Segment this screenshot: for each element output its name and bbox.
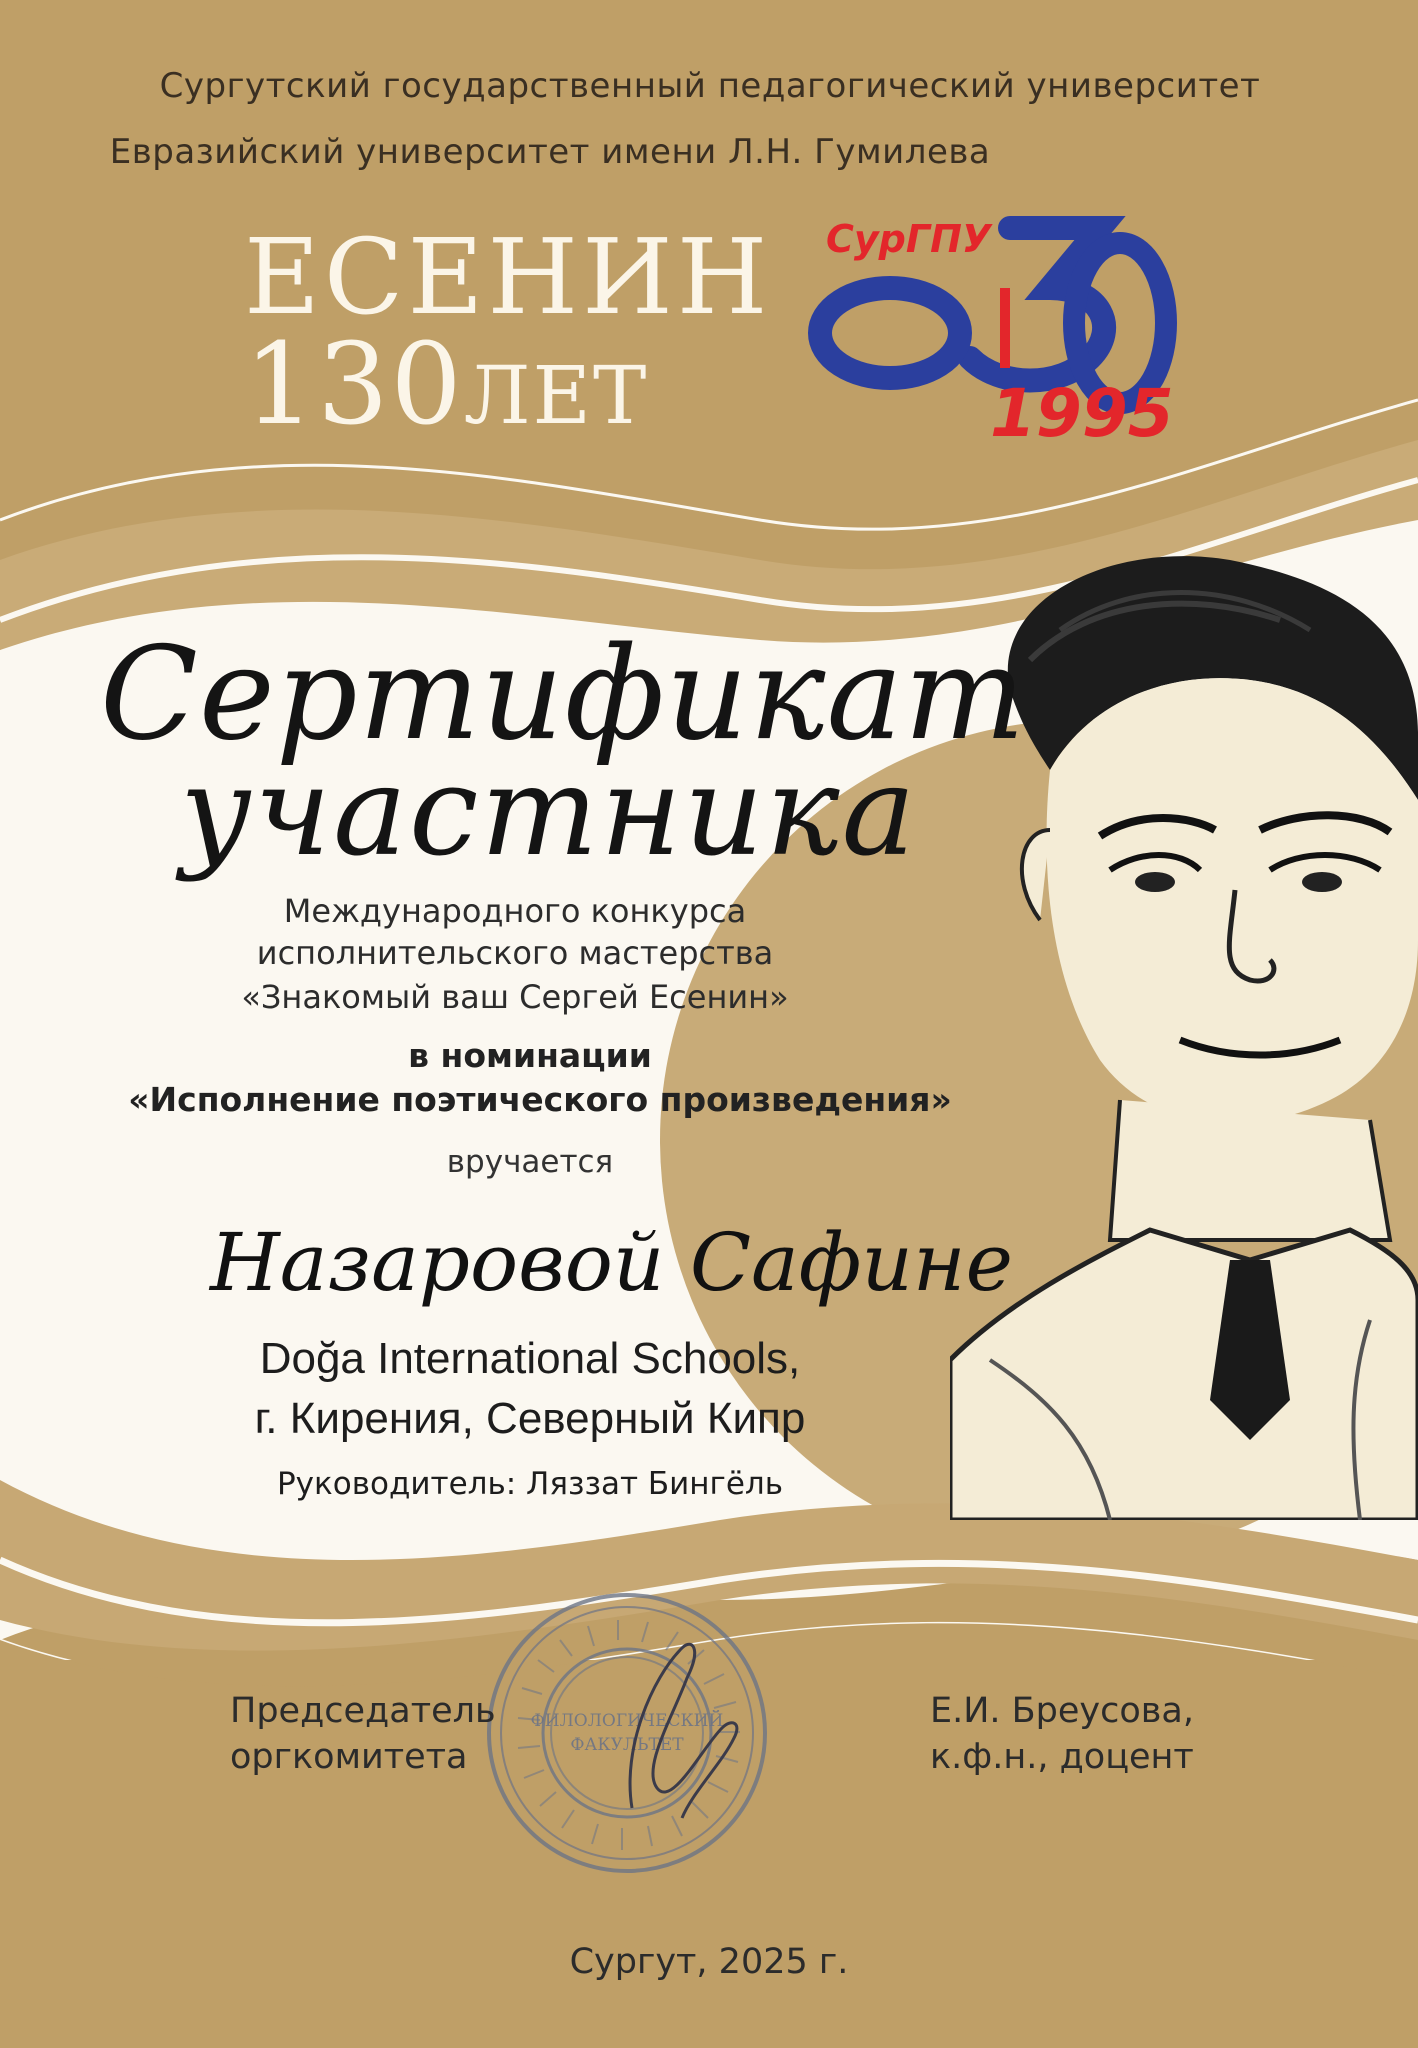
university-line-2: Евразийский университет имени Л.Н. Гумилева [109,132,991,172]
signatory-title: к.ф.н., доцент [930,1737,1194,1777]
contest-line-2: исполнительского мастерства [256,934,774,972]
school-name: Doğa International Schools, [259,1334,801,1383]
official-seal [482,1588,772,1878]
contest-name: «Знакомый ваш Сергей Есенин» [241,978,789,1016]
seal-text-line-1: ФИЛОЛОГИЧЕСКИЙ [530,1711,724,1731]
surgpu-abbr: СурГПУ [826,217,992,261]
school-location: г. Кирения, Северный Кипр [254,1394,806,1443]
esenin-logo-suffix: ЛЕТ [463,349,649,442]
chairman-line-1: Председатель [230,1691,496,1731]
contest-line-1: Международного конкурса [283,892,747,930]
signatory-name: Е.И. Бреусова, [930,1691,1195,1731]
certificate-title-line-1: Сертификат [100,620,1027,769]
footer-place-date: Сургут, 2025 г. [569,1942,849,1982]
esenin-logo-number: 130 [244,320,464,450]
esenin-logo-name: ЕСЕНИН [244,216,772,338]
seal-text-line-2: ФАКУЛЬТЕТ [570,1735,684,1755]
chairman-line-2: оргкомитета [230,1737,468,1777]
nomination-label: в номинации [408,1036,652,1075]
nomination-name: «Исполнение поэтического произведения» [128,1080,952,1119]
university-line-1: Сургутский государственный педагогический университет [159,66,1261,106]
chairman-label [230,1688,496,1780]
recipient-name: Назаровой Сафине [210,1216,1013,1309]
surgpu-30-logo [800,208,1180,448]
esenin-logo-years [244,320,648,450]
awarded-label: вручается [446,1144,614,1180]
certificate-title-line-2: участника [180,740,918,884]
signatory [930,1688,1194,1780]
esenin-130-logo [244,216,772,450]
supervisor: Руководитель: Ляззат Бингёль [276,1466,784,1502]
surgpu-year: 1995 [990,375,1174,448]
